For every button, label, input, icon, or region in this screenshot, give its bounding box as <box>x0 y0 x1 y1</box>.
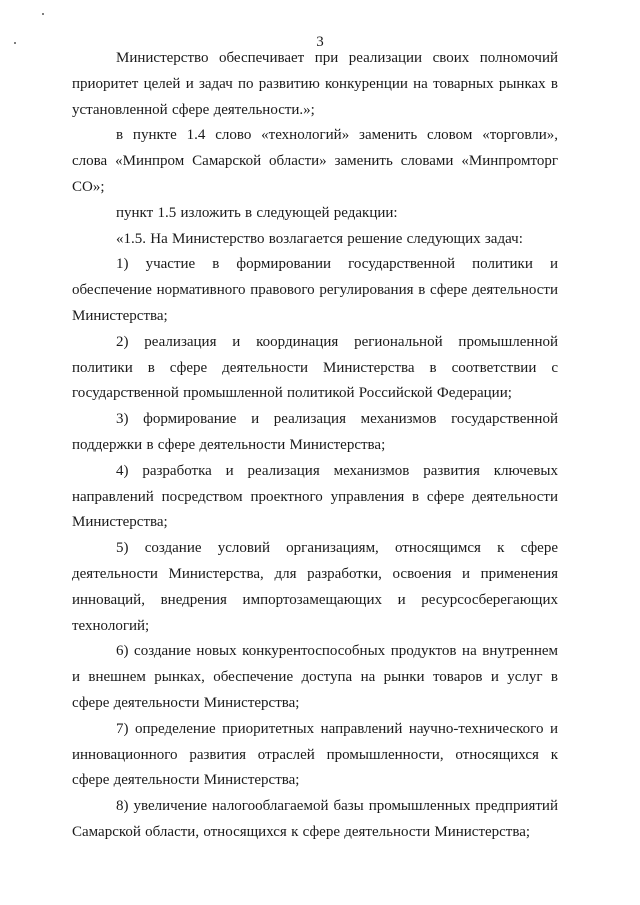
list-item-task-3: 3) формирование и реализация механизмов государственной поддержки в сфере деятельности Министерства; <box>72 411 558 453</box>
list-item-task-1: 1) участие в формировании государственной политики и обеспечение нормативного правового регулирования в сфере деятельности Министерства; <box>72 256 558 324</box>
paragraph-item-1-4: в пункте 1.4 слово «технологий» заменить словом «торговли», слова «Минпром Самарской области» заменить словами «Минпромторг СО»; <box>72 127 558 195</box>
list-item-task-4: 4) разработка и реализация механизмов развития ключевых направлений посредством проектного управления в сфере деятельности Министерства; <box>72 462 558 531</box>
list-item-task-2: 2) реализация и координация региональной промышленной политики в сфере деятельности Министерства в соответствии с государственной промышленной политикой Российской Федерации; <box>72 333 558 402</box>
list-item-task-8: 8) увеличение налогооблагаемой базы промышленных предприятий Самарской области, относящихся к сфере деятельности Министерства; <box>72 798 558 840</box>
paragraph-item-1-5-intro: пункт 1.5 изложить в следующей редакции: <box>116 204 398 221</box>
list-item-task-6: 6) создание новых конкурентоспособных продуктов на внутреннем и внешнем рынках, обеспечение доступа на рынки товаров и услуг в сфере деятельности Министерства; <box>72 643 558 711</box>
list-item-task-5: 5) создание условий организациям, относящимся к сфере деятельности Министерства, для разработки, освоения и применения инноваций, внедрения импортозамещающих и ресурсосберегающих технологий; <box>72 540 558 634</box>
paragraph-tasks-heading: «1.5. На Министерство возлагается решение следующих задач: <box>116 230 523 247</box>
scan-speck <box>42 13 44 15</box>
paragraph-intro-priority: Министерство обеспечивает при реализации своих полномочий приоритет целей и задач по развитию конкуренции на товарных рынках в установленной сфере деятельности.»; <box>72 50 558 118</box>
document-body <box>72 46 558 846</box>
list-item-task-7: 7) определение приоритетных направлений научно-технического и инновационного развития отраслей промышленности, относящихся к сфере деятельности Министерства; <box>72 720 558 789</box>
page-number: 3 <box>316 34 324 50</box>
